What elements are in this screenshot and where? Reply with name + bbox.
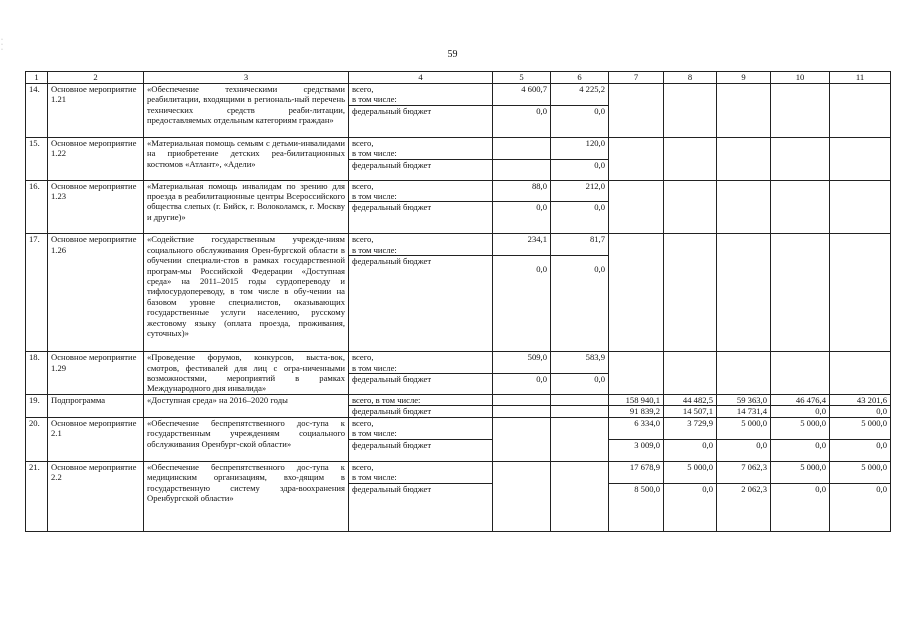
measure-description: «Проведение форумов, конкурсов, выста-вок, смотров, фестивалей для лиц с огра-ниченными возможностями, мероприятий в рамках Международного дня инвалида»: [144, 352, 349, 395]
funding-total-label: всего, в том числе:: [349, 234, 493, 256]
header-cell: 6: [551, 72, 609, 84]
value-cell: 0,0: [830, 439, 891, 461]
header-cell: 10: [771, 72, 830, 84]
row-number: 14.: [26, 84, 48, 138]
value-cell: 120,0: [551, 137, 609, 159]
value-cell: 91 839,2: [609, 406, 664, 417]
funding-total-label: всего, в том числе:: [349, 417, 493, 439]
funding-total-label: всего, в том числе:: [349, 180, 493, 202]
value-cell: 0,0: [551, 105, 609, 137]
value-cell: 0,0: [771, 483, 830, 531]
row-number: 19.: [26, 395, 48, 418]
row-number: 20.: [26, 417, 48, 461]
value-cell: 0,0: [664, 483, 717, 531]
measure-name: Основное мероприятие 2.1: [48, 417, 144, 461]
funding-source-label: федеральный бюджет: [349, 256, 493, 352]
value-cell: 5 000,0: [664, 461, 717, 483]
funding-source-label: федеральный бюджет: [349, 483, 493, 531]
header-row: [26, 72, 891, 84]
value-cell: 43 201,6: [830, 395, 891, 406]
value-cell: 5 000,0: [771, 461, 830, 483]
value-cell: 0,0: [493, 202, 551, 234]
funding-source-label: федеральный бюджет: [349, 406, 493, 417]
funding-total-label: всего, в том числе:: [349, 461, 493, 483]
value-cell: 59 363,0: [717, 395, 771, 406]
value-cell: 5 000,0: [830, 417, 891, 439]
value-cell: 5 000,0: [830, 461, 891, 483]
value-cell: 17 678,9: [609, 461, 664, 483]
funding-source-label: федеральный бюджет: [349, 159, 493, 180]
value-cell: 583,9: [551, 352, 609, 374]
measure-description: «Обеспечение техническими средствами реабилитации, входящими в региональ-ный перечень технических средств реаби-литации, предоставляемых отдельным категориям граждан»: [144, 84, 349, 138]
table-row: [26, 84, 891, 106]
measure-name: Основное мероприятие 1.22: [48, 137, 144, 180]
measure-name: Основное мероприятие 2.2: [48, 461, 144, 531]
value-cell: 0,0: [830, 406, 891, 417]
measure-description: «Материальная помощь инвалидам по зрению для проезда в реабилитационные центры Всероссийского общества слепых (г. Бийск, г. Волоколамск, г. Москву и другие)»: [144, 180, 349, 234]
measure-description: «Содействие государственным учрежде-ниям социального обслуживания Орен-бургской области в обучении специали-стов в рамках государственной програм-мы Российской Федерации «Доступная среда» на 2011–2015 годы сурдопереводу и тифлосурдопереводу, в том числе в обу-чении на базовом уровне специалистов, оказывающих государственные услуги населению, русскому жестовому языку (оплата проезда, проживания, суточных)»: [144, 234, 349, 352]
row-number: 21.: [26, 461, 48, 531]
value-cell: [493, 159, 551, 180]
table-row: [26, 352, 891, 374]
funding-total-label: всего, в том числе:: [349, 352, 493, 374]
header-cell: 9: [717, 72, 771, 84]
value-cell: 0,0: [717, 439, 771, 461]
value-cell: 3 009,0: [609, 439, 664, 461]
page-number: 59: [447, 49, 458, 60]
value-cell: 8 500,0: [609, 483, 664, 531]
header-cell: 5: [493, 72, 551, 84]
value-cell: 0,0: [830, 483, 891, 531]
budget-table: [25, 71, 891, 532]
value-cell: 4 225,2: [551, 84, 609, 106]
value-cell: 14 507,1: [664, 406, 717, 417]
value-cell: 2 062,3: [717, 483, 771, 531]
table-row: [26, 461, 891, 483]
funding-source-label: федеральный бюджет: [349, 439, 493, 461]
subprogram-description: «Доступная среда» на 2016–2020 годы: [144, 395, 349, 418]
measure-description: «Обеспечение беспрепятственного дос-тупа к медицинским организациям, вхо-дящим в государственную систему здра-воохранения Оренбургской области»: [144, 461, 349, 531]
value-cell: 44 482,5: [664, 395, 717, 406]
table-row: [26, 417, 891, 439]
row-number: 15.: [26, 137, 48, 180]
funding-source-label: федеральный бюджет: [349, 202, 493, 234]
value-cell: 3 729,9: [664, 417, 717, 439]
value-cell: [493, 137, 551, 159]
header-cell: 2: [48, 72, 144, 84]
value-cell: 509,0: [493, 352, 551, 374]
value-cell: 5 000,0: [771, 417, 830, 439]
row-number: 16.: [26, 180, 48, 234]
value-cell: 0,0: [493, 105, 551, 137]
header-cell: 3: [144, 72, 349, 84]
value-cell: 5 000,0: [717, 417, 771, 439]
subprogram-name: Подпрограмма: [48, 395, 144, 418]
table-row: [26, 137, 891, 159]
measure-description: «Материальная помощь семьям с детьми-инвалидами на приобретение детских реа-билитационных костюмов «Атлант», «Адели»: [144, 137, 349, 180]
value-cell: 0,0: [551, 159, 609, 180]
value-cell: 0,0: [551, 256, 609, 352]
header-cell: 7: [609, 72, 664, 84]
value-cell: 0,0: [771, 406, 830, 417]
value-cell: 0,0: [551, 374, 609, 395]
value-cell: 0,0: [551, 202, 609, 234]
value-cell: 0,0: [664, 439, 717, 461]
value-cell: 7 062,3: [717, 461, 771, 483]
value-cell: 0,0: [493, 256, 551, 352]
value-cell: 81,7: [551, 234, 609, 256]
value-cell: 14 731,4: [717, 406, 771, 417]
value-cell: 158 940,1: [609, 395, 664, 406]
value-cell: 234,1: [493, 234, 551, 256]
measure-name: Основное мероприятие 1.26: [48, 234, 144, 352]
row-number: 17.: [26, 234, 48, 352]
funding-source-label: федеральный бюджет: [349, 105, 493, 137]
row-number: 18.: [26, 352, 48, 395]
value-cell: 212,0: [551, 180, 609, 202]
value-cell: 0,0: [493, 374, 551, 395]
value-cell: 0,0: [771, 439, 830, 461]
table-row: [26, 180, 891, 202]
measure-name: Основное мероприятие 1.23: [48, 180, 144, 234]
measure-description: «Обеспечение беспрепятственного дос-тупа к государственным учреждениям социального обслуживания Оренбург-ской области»: [144, 417, 349, 461]
header-cell: 11: [830, 72, 891, 84]
table-row: [26, 395, 891, 406]
header-cell: 4: [349, 72, 493, 84]
funding-total-label: всего, в том числе:: [349, 395, 493, 406]
value-cell: 88,0: [493, 180, 551, 202]
table-row: [26, 234, 891, 256]
header-cell: 8: [664, 72, 717, 84]
funding-total-label: всего, в том числе:: [349, 137, 493, 159]
value-cell: 46 476,4: [771, 395, 830, 406]
value-cell: 4 600,7: [493, 84, 551, 106]
value-cell: 6 334,0: [609, 417, 664, 439]
measure-name: Основное мероприятие 1.29: [48, 352, 144, 395]
measure-name: Основное мероприятие 1.21: [48, 84, 144, 138]
header-cell: 1: [26, 72, 48, 84]
funding-source-label: федеральный бюджет: [349, 374, 493, 395]
scan-edge-mark: · · ·: [1, 37, 3, 53]
funding-total-label: всего, в том числе:: [349, 84, 493, 106]
